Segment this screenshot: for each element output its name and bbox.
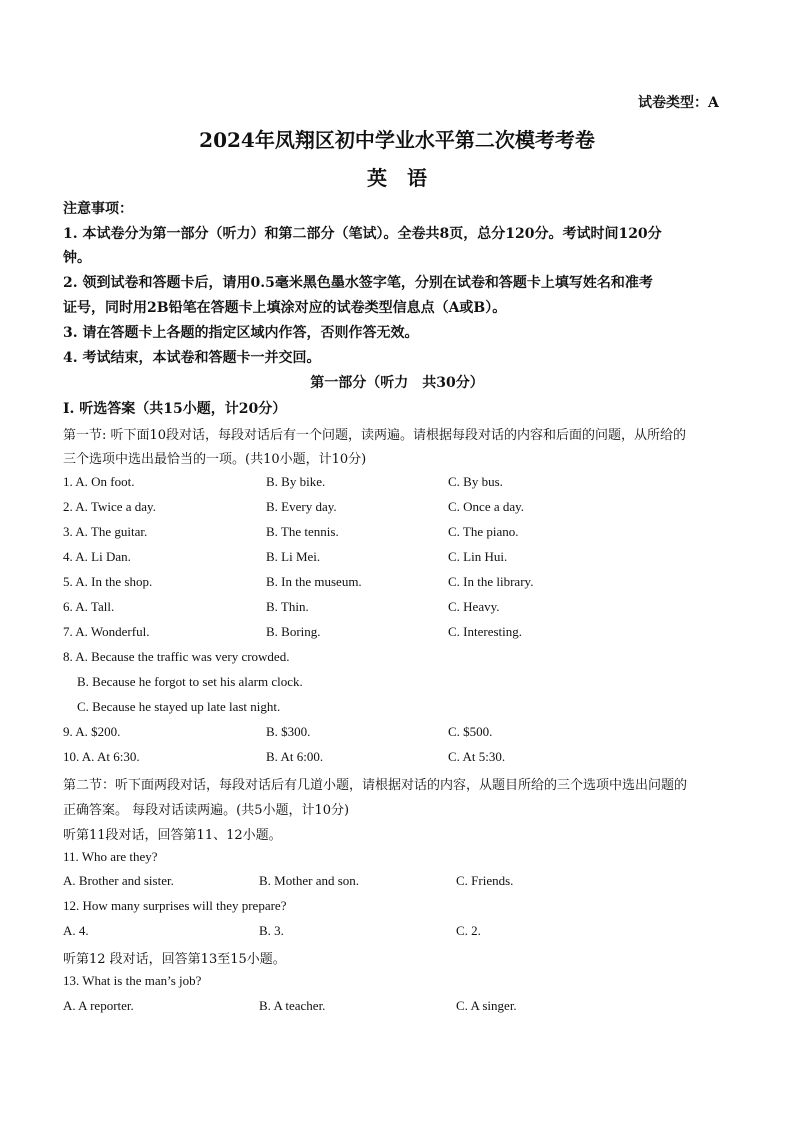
question-11-option-c: C. Friends. (456, 873, 514, 888)
question-7-option-a: 7. A. Wonderful. (63, 624, 150, 639)
notice-line: 1. 本试卷分为第一部分（听力）和第二部分（笔试）。全卷共8页，总分120分。考试时间120分 (63, 226, 662, 242)
question-12-option-b: B. 3. (259, 923, 284, 938)
question-7-option-c: C. Interesting. (448, 624, 523, 639)
part1-title: 第一部分（听力 共30分） (310, 375, 484, 391)
exam-title: 2024年凤翔区初中学业水平第二次模考考卷 (199, 128, 595, 152)
paper-type-label: 试卷类型：A (638, 95, 719, 111)
question-13-stem: 13. What is the man’s job? (63, 973, 202, 988)
question-12-stem: 12. How many surprises will they prepare? (63, 898, 287, 913)
question-1-option-a: 1. A. On foot. (63, 474, 135, 489)
notice-line: 证号，同时用2B铅笔在答题卡上填涂对应的试卷类型信息点（A或B）。 (63, 300, 507, 316)
dialog-11-intro: 听第11段对话，回答第11、12小题。 (63, 828, 282, 843)
section2-instruction: 正确答案。 每段对话读两遍。(共5小题，计10分) (63, 803, 350, 818)
section-heading: Ⅰ. 听选答案（共15小题，计20分） (63, 401, 287, 417)
notice-line: 钟。 (63, 250, 91, 266)
question-4-option-c: C. Lin Hui. (448, 549, 508, 564)
question-6-option-c: C. Heavy. (448, 599, 500, 614)
question-11-option-a: A. Brother and sister. (63, 873, 174, 888)
notice-heading: 注意事项： (63, 201, 133, 217)
question-6-option-b: B. Thin. (266, 599, 309, 614)
question-13-option-a: A. A reporter. (63, 998, 134, 1013)
notice-line: 4. 考试结束，本试卷和答题卡一并交回。 (63, 350, 321, 366)
question-9-option-c: C. $500. (448, 724, 493, 739)
notice-line: 3. 请在答题卡上各题的指定区域内作答，否则作答无效。 (63, 325, 419, 341)
question-9-option-b: B. $300. (266, 724, 311, 739)
section1-instruction: 三个选项中选出最恰当的一项。(共10小题，计10分) (63, 452, 367, 467)
question-3-option-b: B. The tennis. (266, 524, 339, 539)
question-3-option-a: 3. A. The guitar. (63, 524, 148, 539)
question-11-stem: 11. Who are they? (63, 849, 158, 864)
question-5-option-a: 5. A. In the shop. (63, 574, 153, 589)
question-8-option-c: C. Because he stayed up late last night. (77, 699, 281, 714)
question-7-option-b: B. Boring. (266, 624, 321, 639)
question-12-option-a: A. 4. (63, 923, 89, 938)
question-1-option-c: C. By bus. (448, 474, 503, 489)
question-8-option-b: B. Because he forgot to set his alarm clock. (77, 674, 303, 689)
question-4-option-b: B. Li Mei. (266, 549, 321, 564)
notice-line: 2. 领到试卷和答题卡后，请用0.5毫米黑色墨水签字笔，分别在试卷和答题卡上填写姓名和准考 (63, 275, 653, 291)
question-5-option-c: C. In the library. (448, 574, 534, 589)
question-2-option-c: C. Once a day. (448, 499, 525, 514)
question-13-option-b: B. A teacher. (259, 998, 326, 1013)
dialog-12-intro: 听第12 段对话，回答第13至15小题。 (63, 952, 286, 967)
question-8-option-a: 8. A. Because the traffic was very crowded. (63, 649, 290, 664)
question-11-option-b: B. Mother and son. (259, 873, 360, 888)
question-13-option-c: C. A singer. (456, 998, 517, 1013)
question-4-option-a: 4. A. Li Dan. (63, 549, 131, 564)
subject-title: 英 语 (367, 166, 427, 190)
question-2-option-a: 2. A. Twice a day. (63, 499, 156, 514)
question-2-option-b: B. Every day. (266, 499, 337, 514)
question-5-option-b: B. In the museum. (266, 574, 362, 589)
question-3-option-c: C. The piano. (448, 524, 519, 539)
section2-instruction: 第二节：听下面两段对话，每段对话后有几道小题，请根据对话的内容，从题目所给的三个选项中选出问题的 (63, 778, 688, 793)
question-6-option-a: 6. A. Tall. (63, 599, 115, 614)
question-12-option-c: C. 2. (456, 923, 481, 938)
question-10-option-c: C. At 5:30. (448, 749, 506, 764)
section1-instruction: 第一节: 听下面10段对话，每段对话后有一个问题，读两遍。请根据每段对话的内容和后面的问题，从所给的 (63, 428, 687, 443)
question-9-option-a: 9. A. $200. (63, 724, 121, 739)
question-1-option-b: B. By bike. (266, 474, 326, 489)
question-10-option-b: B. At 6:00. (266, 749, 324, 764)
question-10-option-a: 10. A. At 6:30. (63, 749, 140, 764)
